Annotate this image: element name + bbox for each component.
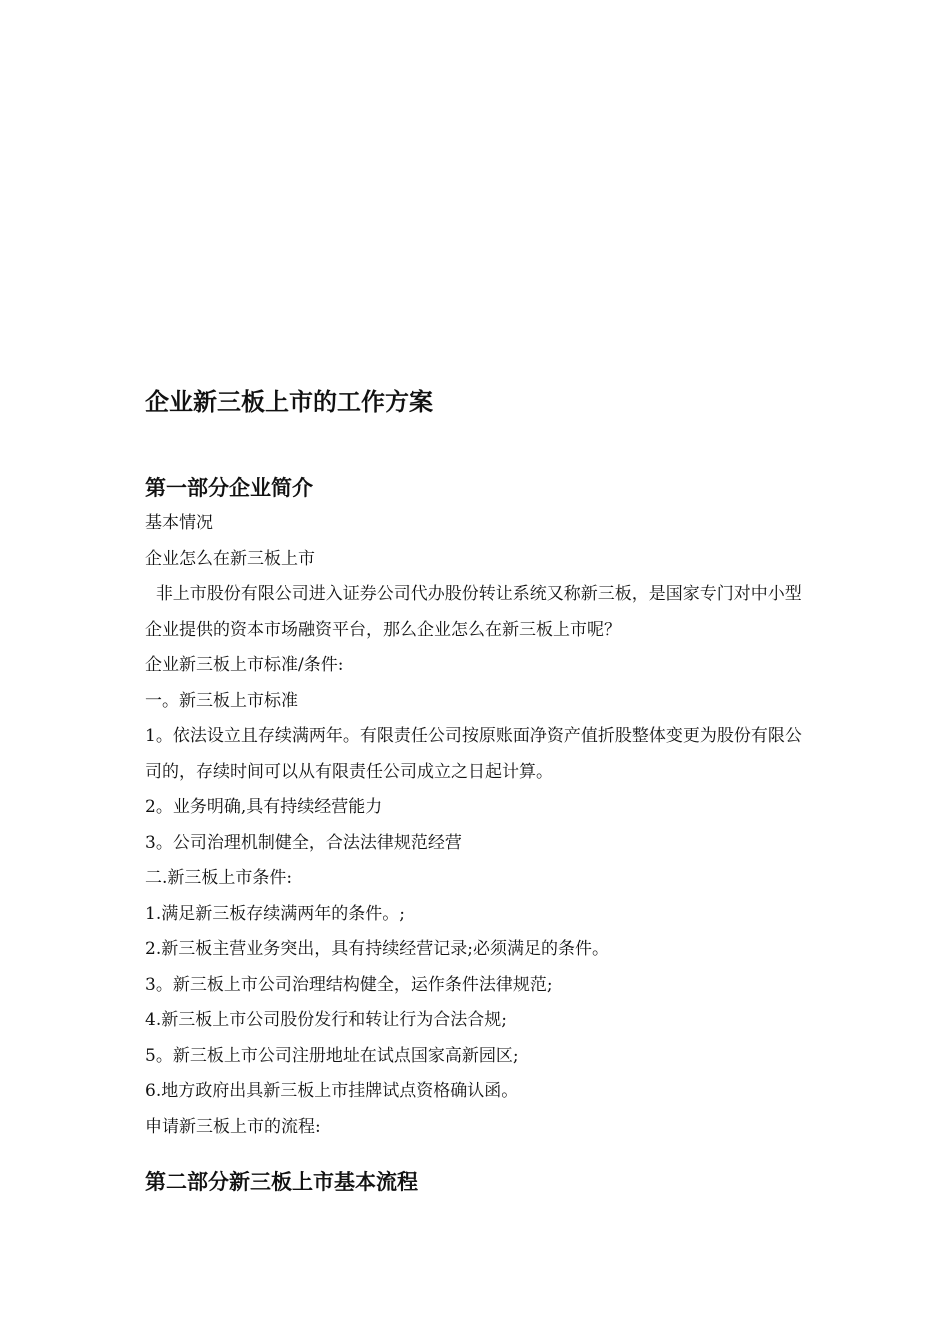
paragraph-basic-info: 基本情况: [145, 513, 213, 533]
list-item-condition-6: 6.地方政府出具新三板上市挂牌试点资格确认函。: [145, 1081, 519, 1101]
paragraph-conditions-title: 二.新三板上市条件:: [145, 868, 293, 888]
body-text: [145, 506, 815, 1145]
list-item-standard-2: 2。业务明确,具有持续经营能力: [145, 797, 383, 817]
paragraph-standards-title: 一。新三板上市标准: [145, 690, 298, 711]
paragraph-process-intro: 申请新三板上市的流程:: [145, 1116, 321, 1137]
list-item-condition-5: 5。新三板上市公司注册地址在试点国家高新园区;: [145, 1045, 519, 1066]
section-heading-1: 第一部分企业简介: [145, 475, 313, 500]
list-item-condition-3: 3。新三板上市公司治理结构健全，运作条件法律规范;: [145, 974, 553, 995]
list-item-standard-3: 3。公司治理机制健全，合法法律规范经营: [145, 832, 462, 853]
paragraph-standards-heading: 企业新三板上市标准/条件:: [145, 655, 344, 675]
list-item-condition-4: 4.新三板上市公司股份发行和转让行为合法合规;: [145, 1010, 507, 1030]
section-heading-2: 第二部分新三板上市基本流程: [145, 1169, 418, 1194]
document-title: 企业新三板上市的工作方案: [145, 387, 433, 416]
list-item-condition-2: 2.新三板主营业务突出，具有持续经营记录;必须满足的条件。: [145, 939, 609, 959]
paragraph-how-to-list: 企业怎么在新三板上市: [145, 548, 315, 569]
list-item-condition-1: 1.满足新三板存续满两年的条件。;: [145, 903, 405, 924]
paragraph-intro: 非上市股份有限公司进入证券公司代办股份转让系统又称新三板，是国家专门对中小型企业提供的资本市场融资平台，那么企业怎么在新三板上市呢？: [145, 584, 802, 640]
list-item-standard-1: 1。依法设立且存续满两年。有限责任公司按原账面净资产值折股整体变更为股份有限公司的，存续时间可以从有限责任公司成立之日起计算。: [145, 726, 802, 782]
